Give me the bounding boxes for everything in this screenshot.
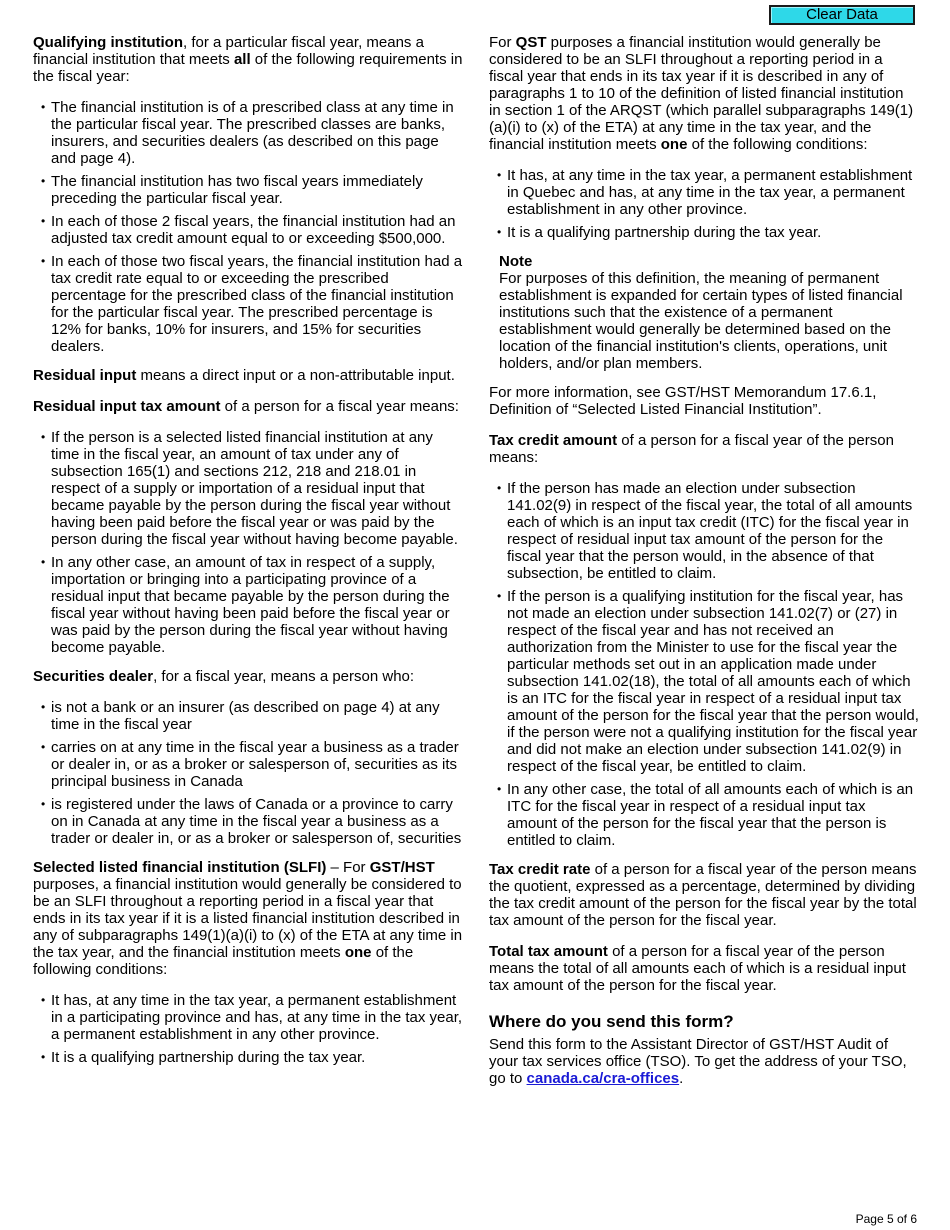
qualifying-institution-list	[33, 99, 463, 355]
slfi-definition: Selected listed financial institution (SLFI) – For GST/HST purposes, a financial institution would generally be considered to be an SLFI throughout a reporting period in a fiscal year that ends in its tax year if it is a listed financial institution described in any of subparagraphs 149(1)(a)(i) to (x) of the ETA at any time in the tax year, and the financial institution meets one of the following conditions:	[33, 859, 463, 978]
qst-conditions-list	[489, 167, 919, 241]
page-number: Page 5 of 6	[855, 1212, 917, 1226]
more-info-paragraph: For more information, see GST/HST Memorandum 17.6.1, Definition of “Selected Listed Financial Institution”.	[489, 384, 877, 418]
clear-data-button[interactable]: Clear Data	[769, 5, 915, 25]
list-item: • is not a bank or an insurer (as described on page 4) at any time in the fiscal year	[51, 699, 463, 733]
right-column	[489, 34, 919, 1101]
term: Qualifying institution	[33, 34, 183, 51]
term: Tax credit amount	[489, 432, 618, 449]
term: Selected listed financial institution (SLFI)	[33, 859, 327, 876]
qualifying-institution-definition: Qualifying institution, for a particular fiscal year, means a financial institution that meets all of the following requirements in the fiscal year:	[33, 34, 463, 85]
list-item: • It is a qualifying partnership during the tax year.	[51, 1049, 463, 1066]
term: Tax credit rate	[489, 861, 591, 878]
securities-dealer-definition: Securities dealer, for a fiscal year, means a person who:	[33, 668, 415, 685]
left-column	[33, 34, 463, 1078]
securities-dealer-list	[33, 699, 463, 847]
tax-credit-amount-definition: Tax credit amount of a person for a fiscal year of the person means:	[489, 432, 894, 466]
residual-input-tax-amount-definition: Residual input tax amount of a person for a fiscal year means:	[33, 398, 459, 415]
list-item: • The financial institution has two fiscal years immediately preceding the particular fiscal year.	[51, 173, 463, 207]
list-item: • If the person is a selected listed financial institution at any time in the fiscal year, an amount of tax under any of subsection 165(1) and sections 212, 218 and 218.01 in respect of a supply or importation of a residual input that became payable by the person during the fiscal year without having been paid before the fiscal year or was paid by the person during the fiscal year without having become payable.	[51, 429, 463, 548]
term: Residual input	[33, 367, 137, 384]
term: Residual input tax amount	[33, 398, 221, 415]
term: Total tax amount	[489, 943, 608, 960]
where-to-send-heading: Where do you send this form?	[489, 1012, 734, 1031]
list-item: • In any other case, an amount of tax in respect of a supply, importation or bringing into a participating province of a residual input that became payable by the person during the fiscal year without having been paid before the fiscal year or was paid by the person during the fiscal year without having become payable.	[51, 554, 463, 656]
tax-credit-rate-definition: Tax credit rate of a person for a fiscal year of the person means the quotient, expressed as a percentage, determined by dividing the tax credit amount of the person for the fiscal year by the total tax amount of the person for the fiscal year.	[489, 861, 917, 929]
note-title: Note	[499, 253, 533, 270]
cra-offices-link[interactable]: canada.ca/cra-offices	[526, 1070, 680, 1087]
where-to-send-paragraph: Send this form to the Assistant Director of GST/HST Audit of your tax services office (TSO). To get the address of your TSO, go to canada.ca/cra-offices.	[489, 1036, 907, 1087]
list-item: • is registered under the laws of Canada or a province to carry on in Canada at any time in the fiscal year a business as a trader or dealer in, or as a broker or salesperson of, securities	[51, 796, 463, 847]
note-block	[489, 253, 919, 372]
list-item: • In each of those 2 fiscal years, the financial institution had an adjusted tax credit amount equal to or exceeding $500,000.	[51, 213, 463, 247]
slfi-conditions-list	[33, 992, 463, 1066]
list-item: • In each of those two fiscal years, the financial institution had a tax credit rate equal to or exceeding the prescribed percentage for the prescribed class of the financial institution for the particular fiscal year. The prescribed percentage is 12% for banks, 10% for insurers, and 15% for securities dealers.	[51, 253, 463, 355]
residual-input-tax-amount-list	[33, 429, 463, 656]
list-item: • It has, at any time in the tax year, a permanent establishment in Quebec and has, at any time in the tax year, a permanent establishment in any other province.	[507, 167, 919, 218]
list-item: • carries on at any time in the fiscal year a business as a trader or dealer in, or as a broker or salesperson of, securities as its principal business in Canada	[51, 739, 463, 790]
residual-input-definition: Residual input means a direct input or a non-attributable input.	[33, 367, 455, 384]
list-item: • If the person has made an election under subsection 141.02(9) in respect of the fiscal year, the total of all amounts each of which is an input tax credit (ITC) for the fiscal year in respect of residual input tax amount of the person for the fiscal year that the person would, in the absence of that subsection, be entitled to claim.	[507, 480, 919, 582]
term: Securities dealer	[33, 668, 154, 685]
list-item: • The financial institution is of a prescribed class at any time in the particular fiscal year. The prescribed classes are banks, insurers, and securities dealers (as described on this page and page 4).	[51, 99, 463, 167]
tax-credit-amount-list	[489, 480, 919, 849]
list-item: • It has, at any time in the tax year, a permanent establishment in a participating province and has, at any time in the tax year, a permanent establishment in any other province.	[51, 992, 463, 1043]
list-item: • If the person is a qualifying institution for the fiscal year, has not made an election under subsection 141.02(7) or (27) in respect of the fiscal year and has not received an authorization from the Minister to use for the fiscal year the particular methods set out in an application made under subsection 141.02(18), the total of all amounts each of which is an ITC for the fiscal year in respect of a residual input tax amount of the person for the fiscal year that the person would, if the person were not a qualifying institution for the fiscal year and did not make an election under subsection 141.02(9) in respect of the fiscal year, be entitled to claim.	[507, 588, 919, 775]
total-tax-amount-definition: Total tax amount of a person for a fiscal year of the person means the total of all amounts each of which is a residual input tax amount of the person for the fiscal year.	[489, 943, 906, 994]
note-text: For purposes of this definition, the meaning of permanent establishment is expanded for certain types of listed financial institutions such that the existence of a permanent establishment would generally be determined based on the location of the financial institution's clients, operations, unit holders, and/or plan members.	[499, 270, 903, 372]
list-item: • In any other case, the total of all amounts each of which is an ITC for the fiscal year in respect of a residual input tax amount of the person for the fiscal year that the person is entitled to claim.	[507, 781, 919, 849]
qst-slfi-paragraph: For QST purposes a financial institution would generally be considered to be an SLFI throughout a reporting period in a fiscal year that ends in its tax year if it is described in any of paragraphs 1 to 10 of the definition of listed financial institution in section 1 of the ARQST (which parallel subparagraphs 149(1)(a)(i) to (x) of the ETA) at any time in the tax year, and the financial institution meets one of the following conditions:	[489, 34, 914, 153]
list-item: • It is a qualifying partnership during the tax year.	[507, 224, 919, 241]
